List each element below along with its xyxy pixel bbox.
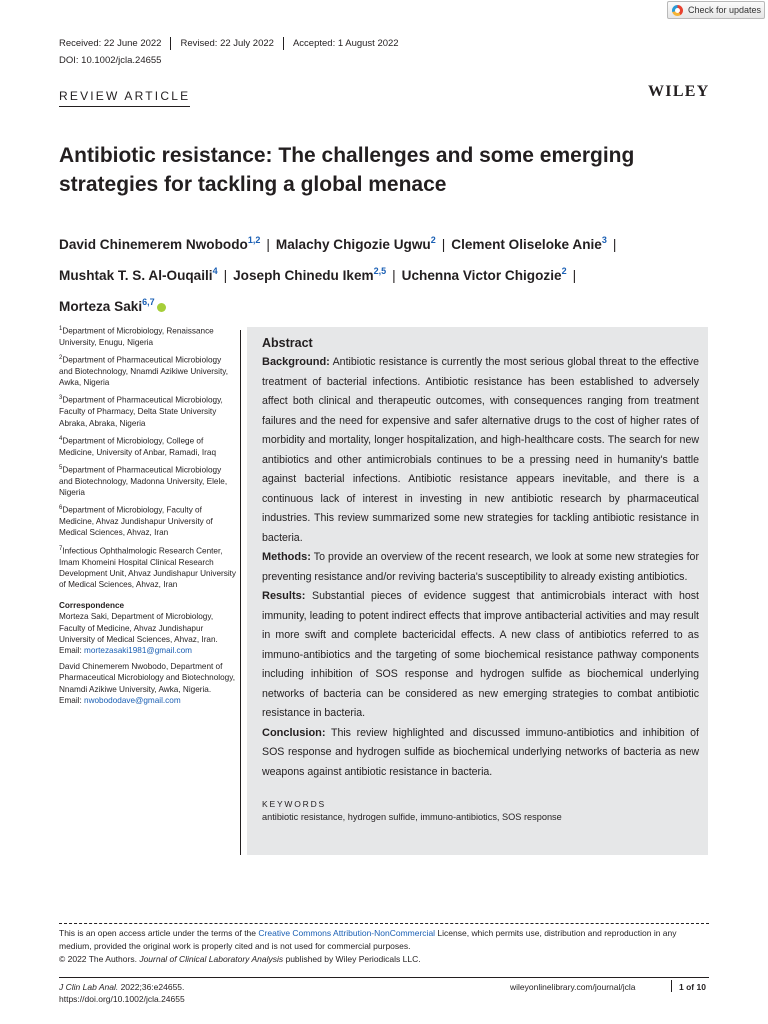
author[interactable]: Uchenna Victor Chigozie$^2$	[401, 266, 567, 283]
affiliation: $^2$Department of Pharmaceutical Microbiology and Biotechnology, Nnamdi Azikiwe University, Awka, Nigeria	[59, 355, 228, 388]
abstract-conclusion: Conclusion: This review highlighted and discussed immuno-antibiotics and inhibition of SOS response and hydrogen sulfide as biochemical underlying networks of bacteria as new weapons against antibiotic resistance in bacteria.	[262, 726, 699, 778]
article-type: REVIEW ARTICLE	[59, 89, 190, 107]
page-number: 1 of 10	[679, 982, 706, 992]
email-link[interactable]: nwobododave@gmail.com	[84, 695, 181, 705]
correspondence-heading: Correspondence	[59, 601, 125, 611]
license-link[interactable]: Creative Commons Attribution-NonCommercial	[258, 928, 436, 938]
license-note: This is an open access article under the terms of the Creative Commons Attribution-NonCommercial License, which permits use, distribution and reproduction in any medium, provided the original work is properly cited and is not used for commercial purposes. © 2022 The Authors. Journal of Clinical Laboratory Analysis published by Wiley Periodicals LLC.	[59, 928, 677, 964]
abstract-box	[247, 327, 708, 855]
affiliation: $^7$Infectious Ophthalmologic Research Center, Imam Khomeini Hospital Clinical Research Development Unit, Ahvaz Jundishapur University of Medical Sciences, Ahvaz, Iran	[59, 545, 237, 589]
affiliations	[59, 324, 237, 711]
article-title: Antibiotic resistance: The challenges and some emerging strategies for tackling a global menace	[59, 144, 635, 196]
correspondence-entry: Morteza Saki, Department of Microbiology, Faculty of Medicine, Ahvaz Jundishapur University of Medical Sciences, Ahvaz, Iran. Email: mortezasaki1981@gmail.com	[59, 612, 218, 656]
author-affiliation-ref[interactable]: 6,7	[142, 297, 155, 307]
citation: J Clin Lab Anal. 2022;36:e24655. https://doi.org/10.1002/jcla.24655	[59, 982, 185, 1004]
author-affiliation-ref[interactable]: 3	[601, 235, 607, 245]
column-divider	[240, 330, 241, 855]
affiliation: $^3$Department of Pharmaceutical Microbiology, Faculty of Pharmacy, Delta State University Abraka, Abraka, Nigeria	[59, 395, 223, 428]
author-list: David Chinemerem Nwobodo$^{1,2}$ | Malachy Chigozie Ugwu$^2$ | Clement Oliseloke Anie$^3$ | Mushtak T. S. Al-Ouqaili$^4$ | Joseph Chinedu Ikem$^{2,5}$ | Uchenna Victor Chigozie$^2$ | Morteza Saki$^{6,7}$	[59, 235, 617, 314]
received-date: Received: 22 June 2022	[59, 38, 162, 49]
abstract-heading: Abstract	[262, 336, 313, 350]
author[interactable]: Morteza Saki$^{6,7}$	[59, 297, 155, 314]
abstract-methods: Methods: To provide an overview of the recent research, we look at some new strategies for preventing resistance and/or reviving bacteria's susceptibility to already existing antibiotics.	[262, 551, 699, 583]
doi: DOI: 10.1002/jcla.24655	[59, 55, 162, 66]
author[interactable]: Mushtak T. S. Al-Ouqaili$^4$	[59, 266, 218, 283]
abstract-results: Results: Substantial pieces of evidence suggest that antimicrobials interact with host immunity, leading to potent indirect effects that improve antibacterial activities and may result in more swift and complete bactericidal effects. A new class of antibiotics referred to as immuno-antibiotics and the targeting of some biochemical resistance pathway components including inhibition of SOS response and hydrogen sulfide as biochemical underlying networks of bacteria can be considered as new emerging strategies to combat antibiotic resistance in bacteria.	[262, 590, 699, 719]
publisher-logo: WILEY	[648, 83, 710, 100]
keywords: antibiotic resistance, hydrogen sulfide, immuno-antibiotics, SOS response	[262, 812, 562, 822]
footer-divider	[59, 923, 709, 924]
article-dates	[59, 37, 408, 50]
check-for-updates-label: Check for updates	[688, 5, 762, 15]
affiliation: $^1$Department of Microbiology, Renaissance University, Enugu, Nigeria	[59, 326, 214, 347]
accepted-date: Accepted: 1 August 2022	[283, 37, 408, 50]
author-affiliation-ref[interactable]: 2	[430, 235, 436, 245]
author[interactable]: Clement Oliseloke Anie$^3$	[451, 235, 607, 252]
orcid-icon[interactable]	[157, 303, 166, 312]
journal-site-link[interactable]: wileyonlinelibrary.com/journal/jcla	[510, 982, 636, 992]
check-for-updates-button[interactable]	[667, 1, 765, 19]
author[interactable]: David Chinemerem Nwobodo$^{1,2}$	[59, 235, 261, 252]
author-affiliation-ref[interactable]: 1,2	[247, 235, 261, 245]
affiliation: $^4$Department of Microbiology, College of Medicine, University of Anbar, Ramadi, Iraq	[59, 435, 216, 457]
affiliation: $^5$Department of Pharmaceutical Microbiology and Biotechnology, Madonna University, Elele, Nigeria	[59, 464, 228, 498]
abstract-background: Background: Antibiotic resistance is currently the most serious global threat to the effective treatment of bacterial infections. Antibiotic resistance has been established to adversely affect both clinical and therapeutic outcomes, with consequences ranging from treatment failures and the need for expensive and safer alternative drugs to the cost of higher rates of morbidity and mortality, longer hospitalization, and high-healthcare costs. The search for new antibiotics and other antimicrobials continues to be a pressing need in humanity's battle against bacterial infections. Antibiotic resistance appears inevitable, and there is a continuous lack of interest in investing in new antibiotic research by pharmaceutical industries. This review summarized some new strategies for tackling antibiotic resistance in bacteria.	[262, 356, 699, 544]
bottom-divider	[59, 977, 709, 978]
author-affiliation-ref[interactable]: 2	[561, 266, 567, 276]
keywords-heading: KEYWORDS	[262, 799, 326, 809]
revised-date: Revised: 22 July 2022	[170, 37, 282, 50]
author[interactable]: Malachy Chigozie Ugwu$^2$	[275, 235, 436, 252]
correspondence-entry: David Chinemerem Nwobodo, Department of Pharmaceutical Microbiology and Biotechnology, Nnamdi Azikiwe University, Awka, Nigeria. Email: nwobododave@gmail.com	[59, 662, 235, 705]
affiliation: $^6$Department of Microbiology, Faculty of Medicine, Ahvaz Jundishapur University of Medical Sciences, Ahvaz, Iran	[59, 505, 213, 538]
author[interactable]: Joseph Chinedu Ikem$^{2,5}$	[233, 266, 387, 283]
page-divider	[671, 980, 672, 992]
crossmark-icon	[672, 5, 683, 16]
citation-doi-link[interactable]: https://doi.org/10.1002/jcla.24655	[59, 994, 185, 1004]
author-affiliation-ref[interactable]: 2,5	[373, 266, 387, 276]
email-link[interactable]: mortezasaki1981@gmail.com	[84, 646, 192, 656]
author-affiliation-ref[interactable]: 4	[212, 266, 218, 276]
